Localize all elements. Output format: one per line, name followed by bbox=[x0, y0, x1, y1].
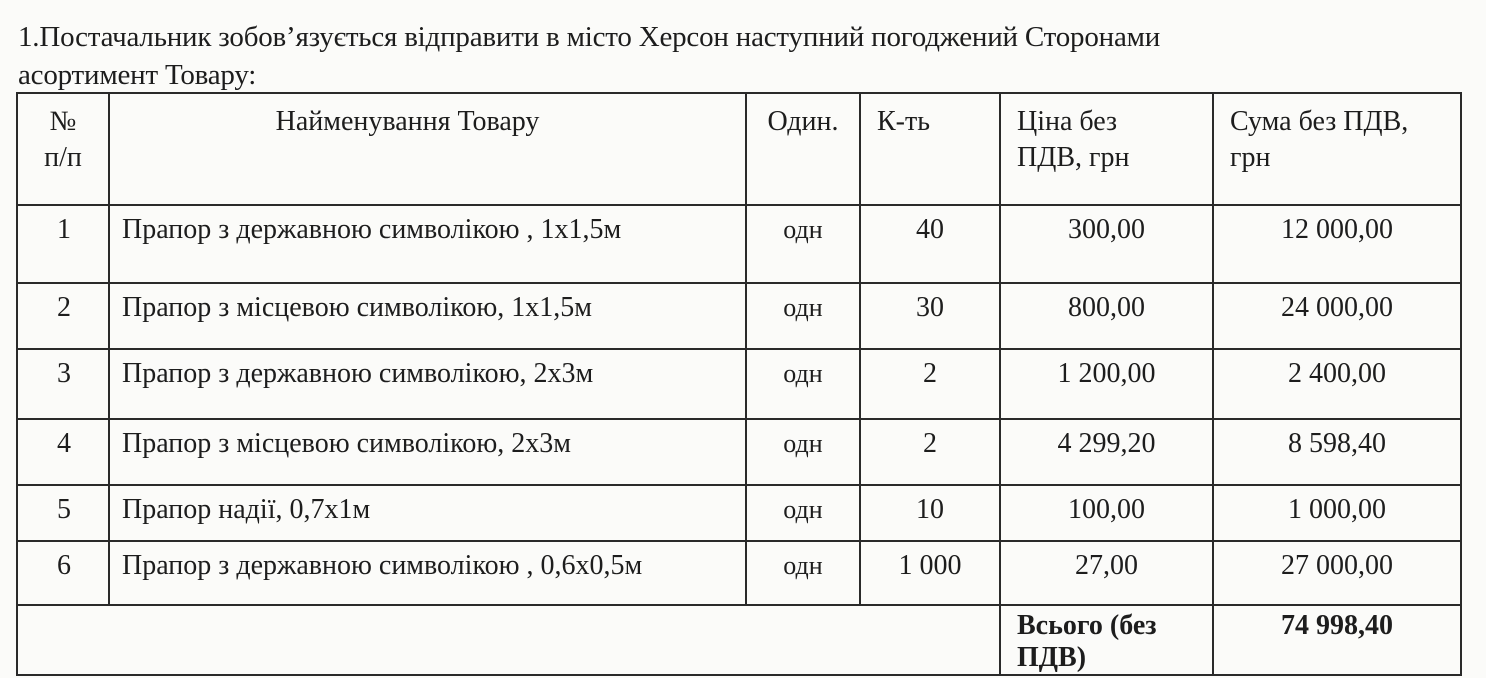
row-sum: 1 000,00 bbox=[1213, 485, 1461, 541]
table-row bbox=[17, 485, 1461, 541]
row-unit: одн bbox=[746, 419, 860, 485]
row-sum: 12 000,00 bbox=[1213, 205, 1461, 283]
total-label: Всього (без ПДВ) bbox=[1000, 605, 1213, 675]
table-row bbox=[17, 541, 1461, 605]
row-price: 27,00 bbox=[1000, 541, 1213, 605]
row-num: 1 bbox=[17, 205, 109, 283]
row-qty: 2 bbox=[860, 419, 1000, 485]
row-qty: 1 000 bbox=[860, 541, 1000, 605]
row-price: 100,00 bbox=[1000, 485, 1213, 541]
row-name: Прапор з державною символікою, 2х3м bbox=[109, 349, 746, 419]
header-name: Найменування Товару bbox=[109, 93, 746, 205]
row-unit: одн bbox=[746, 541, 860, 605]
header-qty: К-ть bbox=[860, 93, 1000, 205]
table-row bbox=[17, 205, 1461, 283]
row-num: 3 bbox=[17, 349, 109, 419]
row-num: 5 bbox=[17, 485, 109, 541]
row-num: 6 bbox=[17, 541, 109, 605]
row-unit: одн bbox=[746, 349, 860, 419]
row-price: 1 200,00 bbox=[1000, 349, 1213, 419]
intro-line-1: 1.Постачальник зобов’язується відправити в місто Херсон наступний погоджений Сторонами bbox=[18, 21, 1161, 53]
row-name: Прапор з державною символікою , 0,6х0,5м bbox=[109, 541, 746, 605]
table-row bbox=[17, 419, 1461, 485]
row-price: 800,00 bbox=[1000, 283, 1213, 349]
intro-paragraph bbox=[18, 18, 1458, 94]
row-unit: одн bbox=[746, 205, 860, 283]
row-sum: 24 000,00 bbox=[1213, 283, 1461, 349]
row-qty: 10 bbox=[860, 485, 1000, 541]
row-unit: одн bbox=[746, 283, 860, 349]
row-name: Прапор з місцевою символікою, 1х1,5м bbox=[109, 283, 746, 349]
total-empty-cell bbox=[17, 605, 1000, 675]
row-qty: 2 bbox=[860, 349, 1000, 419]
row-price: 300,00 bbox=[1000, 205, 1213, 283]
row-price: 4 299,20 bbox=[1000, 419, 1213, 485]
table-row bbox=[17, 283, 1461, 349]
header-num: № п/п bbox=[17, 93, 109, 205]
goods-table bbox=[16, 92, 1462, 676]
row-sum: 2 400,00 bbox=[1213, 349, 1461, 419]
row-qty: 40 bbox=[860, 205, 1000, 283]
row-sum: 8 598,40 bbox=[1213, 419, 1461, 485]
intro-line-2: асортимент Товару: bbox=[18, 59, 257, 91]
total-value: 74 998,40 bbox=[1213, 605, 1461, 675]
row-sum: 27 000,00 bbox=[1213, 541, 1461, 605]
header-sum: Сума без ПДВ, грн bbox=[1213, 93, 1461, 205]
header-unit: Один. bbox=[746, 93, 860, 205]
row-name: Прапор з місцевою символікою, 2х3м bbox=[109, 419, 746, 485]
row-num: 4 bbox=[17, 419, 109, 485]
row-name: Прапор надії, 0,7х1м bbox=[109, 485, 746, 541]
total-row bbox=[17, 605, 1461, 675]
row-num: 2 bbox=[17, 283, 109, 349]
row-qty: 30 bbox=[860, 283, 1000, 349]
table-row bbox=[17, 349, 1461, 419]
header-price: Ціна без ПДВ, грн bbox=[1000, 93, 1213, 205]
row-unit: одн bbox=[746, 485, 860, 541]
row-name: Прапор з державною символікою , 1х1,5м bbox=[109, 205, 746, 283]
table-header-row bbox=[17, 93, 1461, 205]
